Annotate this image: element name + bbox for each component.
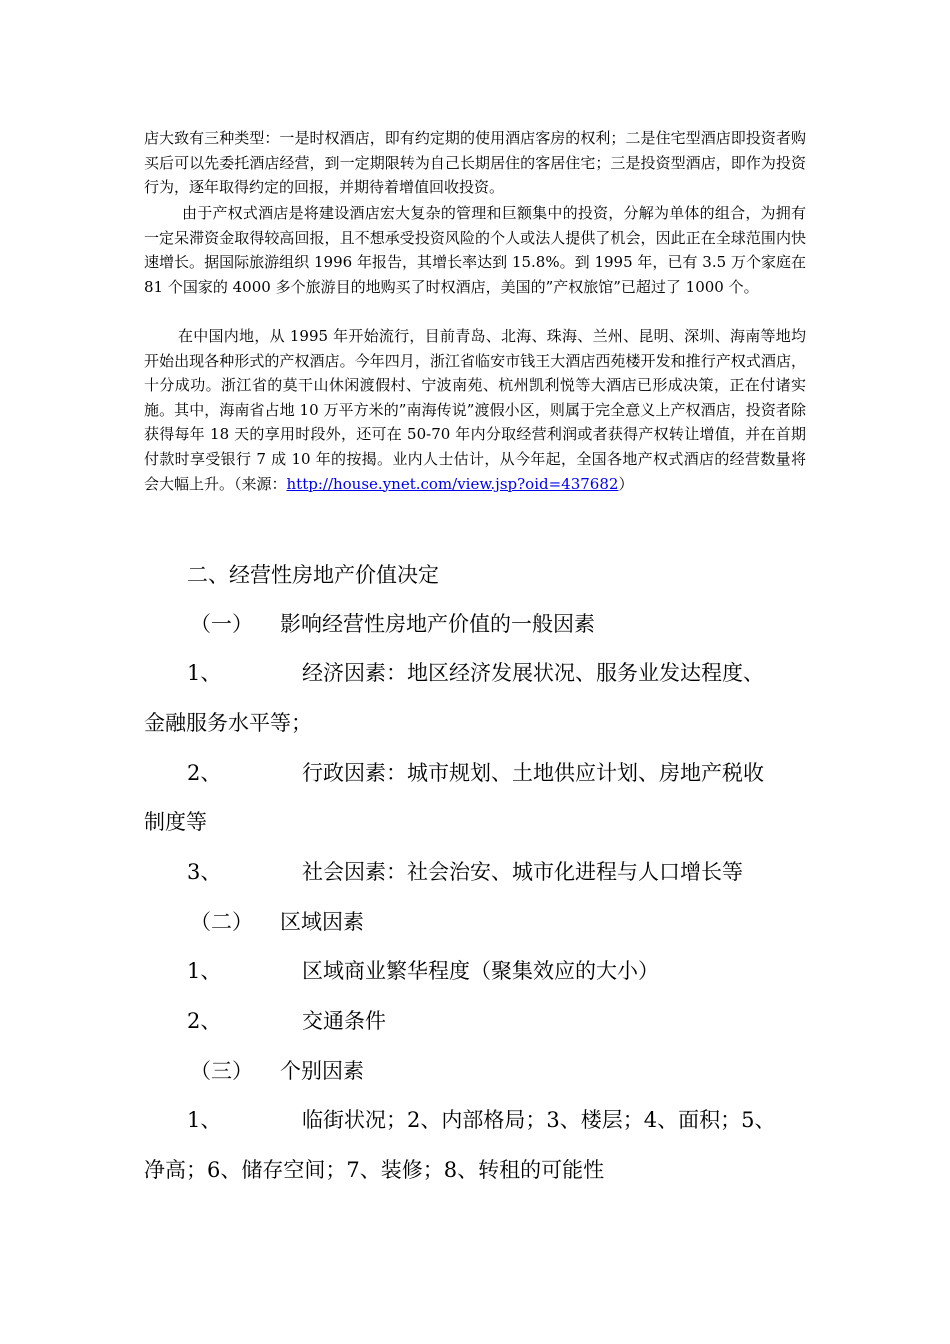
list-number: 2、 xyxy=(187,761,222,785)
list-text: 临街状况；2、内部格局；3、楼层；4、面积；5、 xyxy=(302,1108,776,1132)
subsection-title: 区域因素 xyxy=(280,910,364,934)
subsection-title: 个别因素 xyxy=(280,1059,364,1083)
list-text: 区域商业繁华程度（聚集效应的大小） xyxy=(302,959,659,983)
paragraph-china-mainland xyxy=(144,324,806,496)
subsection-general-factors xyxy=(190,609,595,639)
paragraph-text: 由于产权式酒店是将建设酒店宏大复杂的管理和巨额集中的投资，分解为单体的组合，为拥有一定呆滞资金取得较高回报，且不想承受投资风险的个人或法人提供了机会，因此正在全球范围内快速增长。据国际旅游组织 1996 年报告，其增长率达到 15.8%。到 1995 年，已有 3.5 万个家庭在 81 个国家的 4000 多个旅游目的地购买了时权酒店，美国的”产权旅馆”已超过了 1000 个。 xyxy=(144,204,806,296)
list-number: 1、 xyxy=(187,661,222,685)
list-item xyxy=(187,956,659,986)
list-number: 1、 xyxy=(187,959,222,983)
list-item xyxy=(187,1006,386,1036)
list-text: 行政因素：城市规划、土地供应计划、房地产税收 xyxy=(302,761,764,785)
list-text: 金融服务水平等； xyxy=(144,711,312,735)
list-item-continuation xyxy=(144,1155,604,1185)
section-title-text: 二、经营性房地产价值决定 xyxy=(187,563,439,587)
subsection-regional-factors xyxy=(190,907,364,937)
list-item xyxy=(187,658,764,688)
paragraph-hotel-types xyxy=(144,126,806,200)
paragraph-global-growth xyxy=(144,201,806,299)
list-number: 1、 xyxy=(187,1108,222,1132)
list-item xyxy=(187,1105,775,1135)
list-item xyxy=(187,758,764,788)
list-item-continuation xyxy=(144,807,207,837)
list-number: 2、 xyxy=(187,1009,222,1033)
paragraph-close: ） xyxy=(618,474,634,493)
list-item-continuation xyxy=(144,708,312,738)
subsection-title: 影响经营性房地产价值的一般因素 xyxy=(280,612,595,636)
list-text: 经济因素：地区经济发展状况、服务业发达程度、 xyxy=(302,661,764,685)
list-text: 制度等 xyxy=(144,810,207,834)
section-title xyxy=(187,560,439,590)
paragraph-body: 在中国内地，从 1995 年开始流行，目前青岛、北海、珠海、兰州、昆明、深圳、海南等地均开始出现各种形式的产权酒店。今年四月，浙江省临安市钱王大酒店西苑楼开发和推行产权式酒店，十分成功。浙江省的莫干山休闲渡假村、宁波南苑、杭州凯利悦等大酒店已形成决策，正在付诸实施。其中，海南省占地 10 万平方米的”南海传说”渡假小区，则属于完全意义上产权酒店，投资者除获得每年 18 天的享用时段外，还可在 50-70 年内分取经营利润或者获得产权转让增值，并在首期付款时享受银行 7 成 10 年的按揭。业内人士估计，从今年起，全国各地产权式酒店的经营数量将会大幅上升。（来源： xyxy=(144,327,806,493)
list-text: 社会因素：社会治安、城市化进程与人口增长等 xyxy=(302,860,743,884)
paragraph-text xyxy=(144,324,806,496)
subsection-number: （二） xyxy=(190,910,253,934)
source-link[interactable]: http://house.ynet.com/view.jsp?oid=437682 xyxy=(286,474,619,493)
list-number: 3、 xyxy=(187,860,222,884)
list-text: 净高；6、储存空间；7、装修；8、转租的可能性 xyxy=(144,1158,605,1182)
paragraph-text: 店大致有三种类型：一是时权酒店，即有约定期的使用酒店客房的权利；二是住宅型酒店即投资者购买后可以先委托酒店经营，到一定期限转为自己长期居住的客居住宅；三是投资型酒店，即作为投资行为，逐年取得约定的回报，并期待着增值回收投资。 xyxy=(144,129,806,197)
subsection-number: （一） xyxy=(190,612,253,636)
list-text: 交通条件 xyxy=(302,1009,386,1033)
subsection-number: （三） xyxy=(190,1059,253,1083)
subsection-individual-factors xyxy=(190,1056,364,1086)
list-item xyxy=(187,857,743,887)
